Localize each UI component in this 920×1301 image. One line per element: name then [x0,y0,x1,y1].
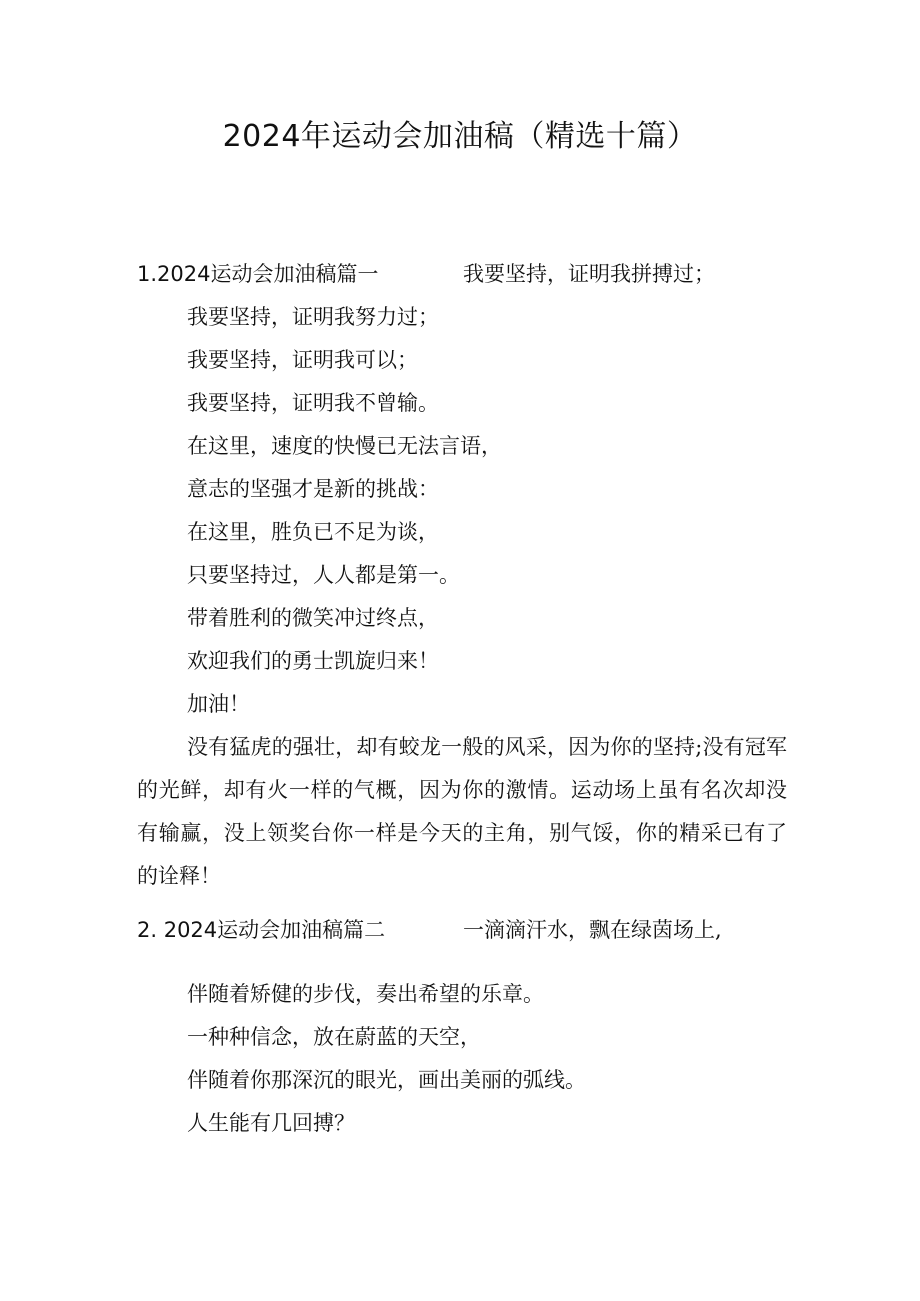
poem-line: 在这里，速度的快慢已无法言语， [187,434,502,458]
poem-line: 在这里，胜负已不足为谈， [187,520,439,544]
poem-line: 我要坚持，证明我努力过； [187,305,439,329]
poem-line: 伴随着你那深沉的眼光，画出美丽的弧线。 [187,1068,586,1092]
poem-line: 伴随着矫健的步伐，奏出希望的乐章。 [187,982,544,1006]
section-1-paragraph: 没有猛虎的强壮，却有蛟龙一般的风采，因为你的坚持;没有冠军的光鲜，却有火一样的气概，因为你的激情。运动场上虽有名次却没有输赢，没上领奖台你一样是今天的主角，别气馁，你的精采已有了的诠释！ [137,735,787,888]
section-2-first-line: 一滴滴汗水，飘在绿茵场上, [463,918,722,942]
poem-line: 欢迎我们的勇士凯旋归来！ [187,649,439,673]
section-1-first-line: 我要坚持，证明我拼搏过； [463,262,715,286]
poem-line: 人生能有几回搏？ [187,1111,355,1135]
section-1-heading-row [137,257,715,291]
poem-line: 意志的坚强才是新的挑战： [187,477,439,501]
document-title: 2024年运动会加油稿（精选十篇） [222,119,698,154]
section-2-heading-row [137,913,722,947]
poem-line: 加油！ [187,692,250,716]
poem-line: 带着胜利的微笑冲过终点， [187,606,439,630]
poem-line: 只要坚持过，人人都是第一。 [187,563,460,587]
poem-line: 我要坚持，证明我可以； [187,348,418,372]
poem-line: 我要坚持，证明我不曾输。 [187,391,439,415]
poem-line: 一种种信念，放在蔚蓝的天空， [187,1025,481,1049]
section-1-heading: 1.2024运动会加油稿篇一 [137,262,379,286]
section-2-heading: 2. 2024运动会加油稿篇二 [137,918,386,942]
